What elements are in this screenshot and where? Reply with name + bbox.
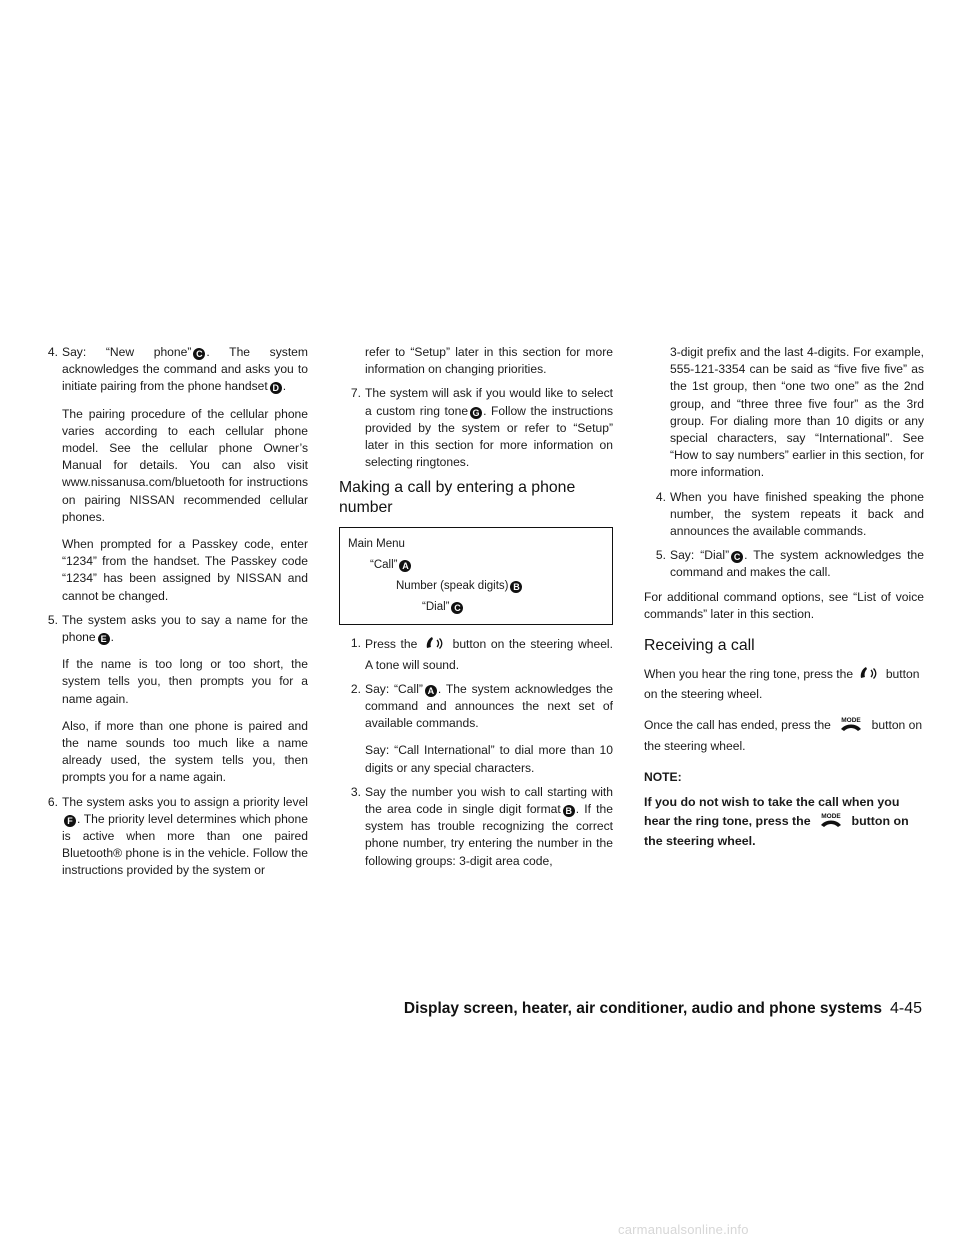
- callout-b: B: [563, 805, 575, 817]
- step-7: 7. The system will ask if you would like to select a custom ring tone G . Follow the instructions provided by the system or refer to “Setup” later in this section for more information on selecting ringtones.: [339, 385, 613, 471]
- call-step-4: 4. When you have finished speaking the phone number, the system repeats it back and announces the available commands.: [644, 489, 924, 541]
- menu-number: Number (speak digits) B: [348, 576, 604, 597]
- step-number: 2.: [350, 681, 361, 696]
- call-step-5: 5. Say: “Dial” C . The system acknowledges the command and makes the call.: [644, 547, 924, 581]
- callout-e: E: [98, 633, 110, 645]
- callout-c: C: [451, 602, 463, 614]
- step-number: 5.: [47, 612, 58, 627]
- menu-tree-box: [339, 527, 613, 625]
- step-number: 1.: [350, 636, 361, 651]
- column-3: [644, 344, 924, 851]
- call-step-3: 3. Say the number you wish to call starting with the area code in single digit format B . If the system has trouble recognizing the correct phone number, try entering the number in the following groups: 3-digit area code,: [339, 784, 613, 870]
- callout-a: A: [399, 560, 411, 572]
- call-step-3-continued: 3-digit prefix and the last 4-digits. For example, 555-121-3354 can be said as “five five five” as the 1st group, then “one two one” as the 2nd group, and “three three five four” as the 3rd group. For dialing more than 10 digits or any special characters, say “International”. See “How to say numbers” earlier in this section, for more information.: [670, 345, 924, 480]
- note-title: NOTE:: [644, 769, 682, 784]
- watermark: carmanualsonline.info: [618, 1222, 749, 1237]
- step-4: 4. Say: “New phone” C . The system acknowledges the command and asks you to initiate pairing from the phone handset D . The pairing procedure of the cellular phone varies according to each cellular phone model. See the cellular phone Owner’s Manual for details. You can also visit www.nissanusa.com/bluetooth for instructions on pairing NISSAN recommended cellular phones. When prompted for a Passkey code, enter “1234” from the handset. The Passkey code “1234” has been assigned by NISSAN and cannot be changed.: [36, 344, 308, 605]
- paragraph: If the name is too long or too short, the system tells you, then prompts you for a name again.: [62, 657, 308, 706]
- phone-talk-icon: [858, 665, 880, 686]
- call-step-1: 1. Press the button on the steering wheel. A tone will sound.: [339, 635, 613, 673]
- svg-text:MODE: MODE: [821, 812, 841, 820]
- step-number: 7.: [350, 386, 361, 401]
- page-footer: [404, 1000, 922, 1018]
- step-number: 6.: [47, 794, 58, 809]
- phone-hangup-icon: [836, 716, 866, 737]
- step-number: 4.: [47, 345, 58, 359]
- footer-title: Display screen, heater, air conditioner, audio and phone systems: [403, 1000, 882, 1017]
- step-number: 4.: [655, 489, 666, 504]
- callout-f: F: [64, 815, 76, 827]
- paragraph: When you hear the ring tone, press the button on the steering wheel.: [644, 667, 920, 702]
- menu-dial: “Dial” C: [348, 597, 604, 618]
- svg-text:MODE: MODE: [841, 717, 862, 725]
- callout-g: G: [470, 407, 482, 419]
- callout-b: B: [510, 581, 522, 593]
- section-heading: Making a call by entering a phone number: [339, 479, 576, 517]
- paragraph: Also, if more than one phone is paired and the name sounds too much like a name already used, the system tells you, then prompts you for a name again.: [62, 718, 308, 785]
- step-5: 5. The system asks you to say a name for the phone E . If the name is too long or too short, the system tells you, then prompts you for a name again. Also, if more than one phone is paired and the name sounds too much like a name already used, the system tells you, then prompts you for a name again.: [36, 612, 308, 787]
- paragraph: Once the call has ended, press the MODE button on the steering wheel.: [644, 717, 923, 753]
- phone-hangup-icon: [816, 812, 846, 834]
- callout-c: C: [193, 348, 205, 360]
- step-6: 6. The system asks you to assign a priority levelF . The priority level determines which phone is active when more than one paired Bluetooth® phone is in the vehicle. Follow the instructions provided by the system or: [36, 794, 308, 880]
- page-number: 4-45: [889, 1000, 922, 1017]
- callout-a: A: [425, 685, 437, 697]
- step-number: 5.: [655, 548, 666, 563]
- paragraph: Say: “Call International” to dial more than 10 digits or any special characters.: [365, 743, 613, 775]
- section-heading: Receiving a call: [644, 637, 755, 655]
- paragraph: The pairing procedure of the cellular phone varies according to each cellular phone model. See the cellular phone Owner’s Manual for details. You can also visit www.nissanusa.com/bluetooth for instructions on pairing NISSAN recommended cellular phones.: [62, 406, 308, 524]
- menu-call: “Call” A: [348, 555, 604, 576]
- paragraph: For additional command options, see “List of voice commands” later in this section.: [644, 589, 924, 621]
- column-2: [339, 344, 613, 877]
- callout-d: D: [270, 382, 282, 394]
- phone-talk-icon: [424, 635, 446, 656]
- step-6-continued: refer to “Setup” later in this section for more information on changing priorities.: [365, 345, 613, 377]
- call-step-2: 2. Say: “Call” A . The system acknowledges the command and announces the next set of available commands. Say: “Call International” to dial more than 10 digits or any special characters.: [339, 681, 613, 777]
- callout-c: C: [731, 551, 743, 563]
- step-number: 3.: [350, 784, 361, 799]
- note-body: If you do not wish to take the call when you hear the ring tone, press the MODE button on the steering wheel.: [644, 795, 909, 849]
- menu-main: Main Menu: [348, 538, 405, 551]
- paragraph: When prompted for a Passkey code, enter “1234” from the handset. The Passkey code “1234” has been assigned by NISSAN and cannot be changed.: [62, 537, 308, 603]
- column-1: [36, 344, 308, 887]
